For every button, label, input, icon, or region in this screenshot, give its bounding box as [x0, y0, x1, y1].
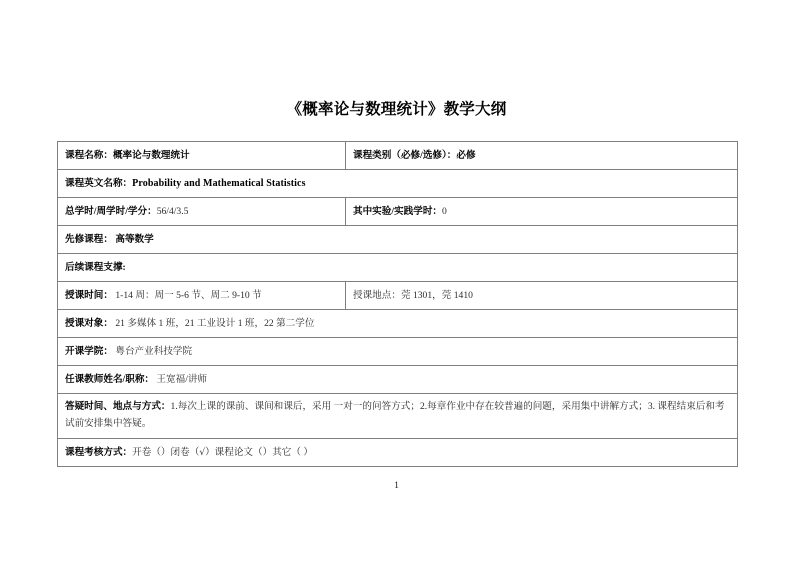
- table-row: [58, 310, 738, 338]
- college-label: 开课学院：: [65, 345, 113, 357]
- cell-lab-hours: [346, 198, 738, 226]
- assessment-option-closed-book-prefix: 闭卷（: [170, 446, 200, 458]
- credit-hours-label: 总学时/周学时/学分：: [65, 205, 157, 217]
- college-value: 粤台产业科技学院: [115, 345, 193, 357]
- assessment-label: 课程考核方式：: [65, 446, 133, 458]
- assessment-option-course-paper: 课程论文（）: [214, 446, 273, 458]
- class-time-label: 授课时间：: [65, 289, 113, 301]
- followup-support-label: 后续课程支撑:: [65, 261, 126, 273]
- cell-teacher: [58, 366, 738, 394]
- course-category-label: 课程类别（必修/选修）：: [353, 149, 457, 161]
- cell-course-name: [58, 142, 346, 170]
- lab-hours-value: 0: [442, 205, 447, 217]
- teacher-label: 任课教师姓名/职称：: [65, 373, 155, 385]
- cell-credit-hours: [58, 198, 346, 226]
- qa-info-value: 1.每次上课的课前、课间和课后，采用 一对一的问答方式；2.每章作业中存在较普遍的问题，采用集中讲解方式；3. 课程结束后和考试前安排集中答疑。: [65, 401, 725, 429]
- course-name-en-value: Probability and Mathematical Statistics: [132, 177, 306, 189]
- table-row: [58, 254, 738, 282]
- page-title: 《概率论与数理统计》教学大纲: [286, 101, 507, 118]
- table-row: [58, 338, 738, 366]
- cell-class-location: [346, 282, 738, 310]
- cell-followup-support: [58, 254, 738, 282]
- course-category-value: 必修: [456, 149, 476, 161]
- audience-label: 授课对象：: [65, 317, 113, 329]
- cell-audience: [58, 310, 738, 338]
- teacher-value: 王宽福/讲师: [156, 373, 208, 385]
- prerequisite-value: 高等数学: [115, 233, 154, 245]
- cell-course-category: [346, 142, 738, 170]
- assessment-option-closed-book-suffix: ）: [205, 446, 215, 458]
- course-name-value: 概率论与数理统计: [112, 149, 190, 161]
- cell-course-name-en: [58, 170, 738, 198]
- lab-hours-label: 其中实验/实践学时：: [353, 205, 443, 217]
- cell-assessment: [58, 439, 738, 467]
- table-row: [58, 226, 738, 254]
- audience-value: 21 多媒体 1 班，21 工业设计 1 班，22 第二学位: [115, 317, 315, 329]
- table-row: [58, 282, 738, 310]
- table-row: [58, 394, 738, 439]
- table-row: [58, 366, 738, 394]
- checkmark-icon: √: [199, 447, 206, 458]
- assessment-option-other: 其它（ ）: [272, 446, 313, 458]
- cell-prerequisite: [58, 226, 738, 254]
- class-location-label: 授课地点：: [353, 289, 401, 301]
- class-location-value: 莞 1301，莞 1410: [400, 289, 473, 301]
- prerequisite-label: 先修课程：: [65, 233, 113, 245]
- course-name-en-label: 课程英文名称：: [65, 177, 133, 189]
- class-time-value: 1-14 周：周一 5-6 节、周二 9-10 节: [115, 289, 262, 301]
- qa-info-label: 答疑时间、地点与方式：: [65, 401, 171, 412]
- cell-college: [58, 338, 738, 366]
- credit-hours-value: 56/4/3.5: [156, 205, 189, 217]
- table-row: [58, 198, 738, 226]
- table-row: [58, 170, 738, 198]
- table-row: [58, 439, 738, 467]
- cell-qa-info: [58, 394, 738, 439]
- assessment-option-open-book: 开卷（）: [132, 446, 171, 458]
- cell-class-time: [58, 282, 346, 310]
- syllabus-table: [57, 141, 738, 467]
- table-row: [58, 142, 738, 170]
- course-name-label: 课程名称：: [65, 149, 113, 161]
- page-number: 1: [394, 480, 399, 491]
